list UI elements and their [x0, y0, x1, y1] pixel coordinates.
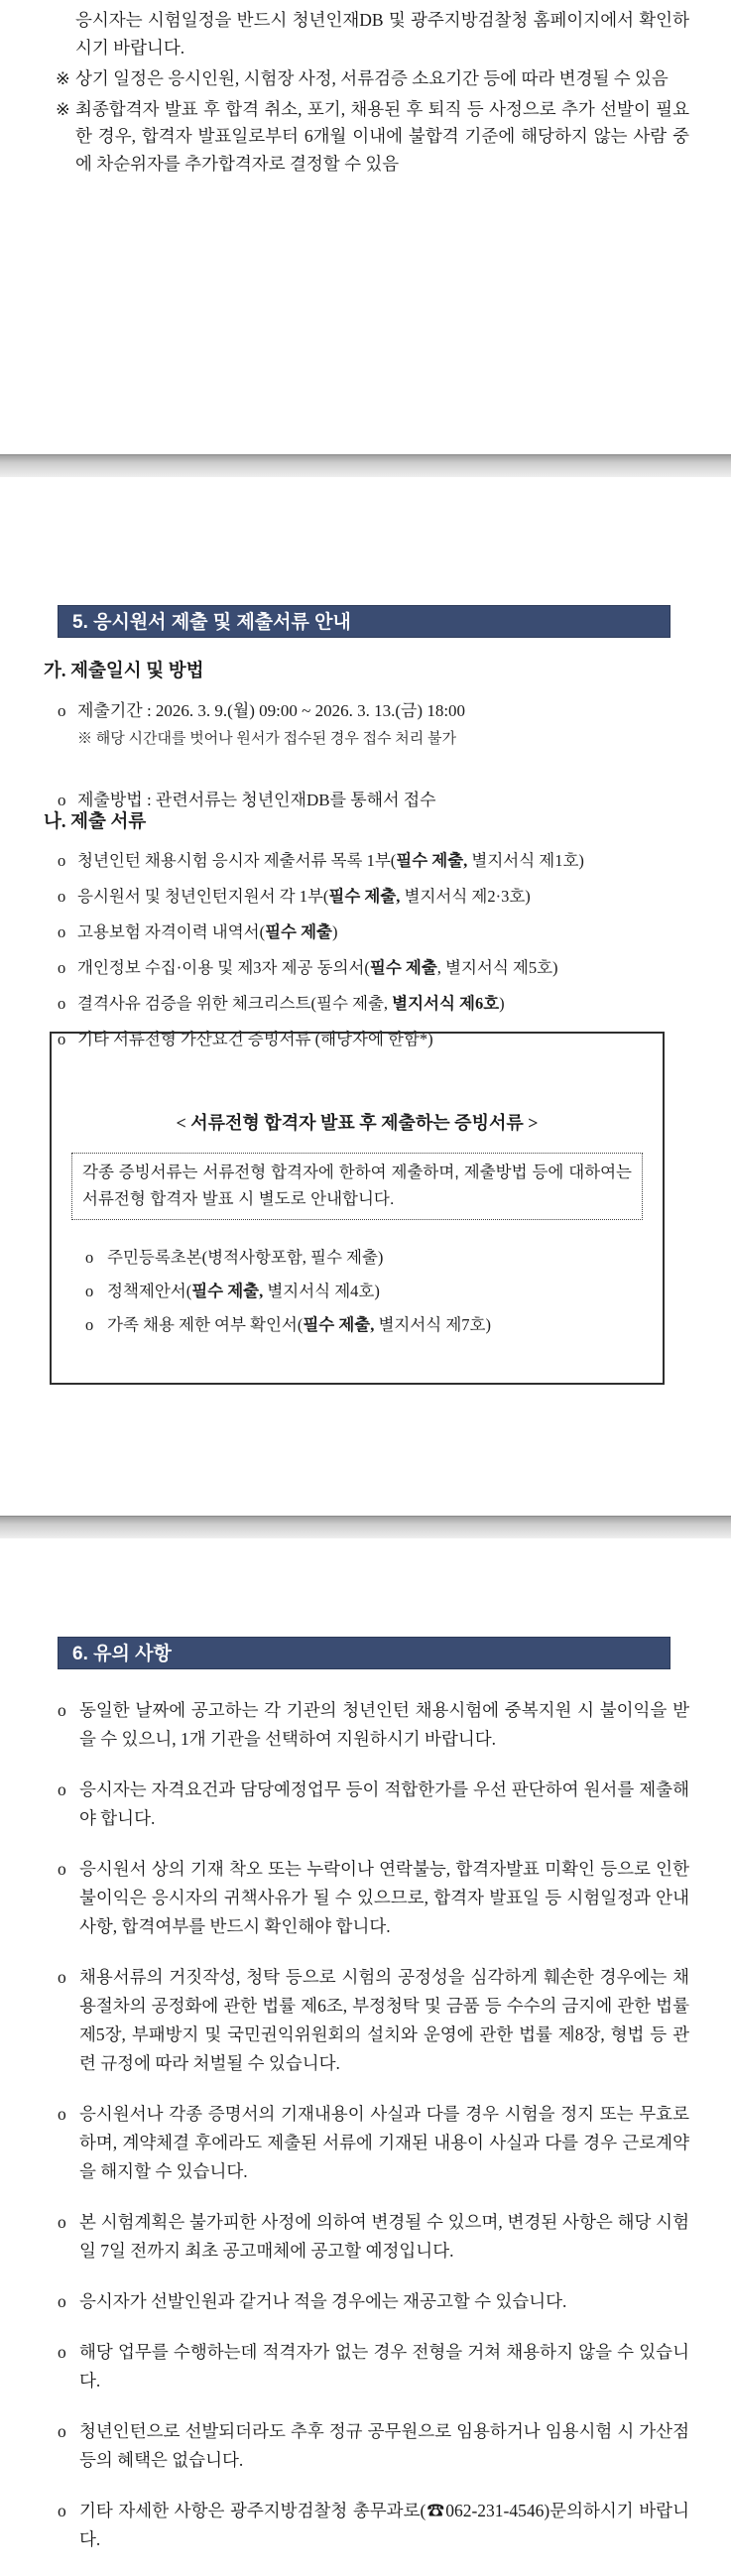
- notice-item-text: 응시자는 자격요건과 담당예정업무 등이 적합한가를 우선 판단하여 원서를 제출해야 합니다.: [79, 1779, 689, 1828]
- notice-item-text: 응시자가 선발인원과 같거나 적을 경우에는 재공고할 수 있습니다.: [79, 2291, 567, 2311]
- submission-period-text: 제출기간 : 2026. 3. 9.(월) 09:00 ~ 2026. 3. 13.(금) 18:00: [77, 701, 466, 720]
- document-item-text: 개인정보 수집·이용 및 제3자 제공 동의서(필수 제출, 별지서식 제5호): [77, 958, 558, 977]
- bullet-marker: o: [58, 2212, 66, 2232]
- box-title: < 서류전형 합격자 발표 후 제출하는 증빙서류 >: [176, 1113, 539, 1133]
- bullet-marker: o: [58, 701, 66, 720]
- bullet-marker: o: [85, 1315, 94, 1334]
- bullet-marker: o: [58, 1859, 66, 1879]
- document-item-text: 주민등록초본(병적사항포함, 필수 제출): [107, 1248, 384, 1267]
- schedule-note-text: 상기 일정은 응시인원, 시험장 사정, 서류검증 소요기간 등에 따라 변경될 수 있음: [75, 68, 669, 88]
- bullet-marker: o: [58, 994, 66, 1013]
- notice-item: [44, 2100, 689, 2186]
- notice-item: [44, 1855, 689, 1941]
- bullet-marker: o: [58, 958, 66, 977]
- notice-item-text: 응시원서나 각종 증명서의 기재내용이 사실과 다를 경우 시험을 정지 또는 무효로 하며, 계약체결 후에라도 제출된 서류에 기재된 내용이 사실과 다를 경우 근로계약을 해지할 수 있습니다.: [79, 2104, 689, 2181]
- notice-item: [44, 2338, 689, 2395]
- document-item-text: 청년인턴 채용시험 응시자 제출서류 목록 1부(필수 제출, 별지서식 제1호): [77, 851, 584, 870]
- sub-heading-a: 가. 제출일시 및 방법: [44, 662, 204, 681]
- document-item-text: 고용보험 자격이력 내역서(필수 제출): [77, 922, 338, 941]
- bullet-marker: o: [58, 851, 66, 870]
- document-item: [85, 1311, 663, 1338]
- document-item: [44, 883, 689, 910]
- document-item: [44, 954, 689, 981]
- section5-header-bar: [58, 605, 670, 638]
- bullet-marker: o: [58, 1700, 66, 1720]
- bullet-marker: o: [58, 2342, 66, 2362]
- document-item: [85, 1278, 663, 1304]
- bullet-marker: o: [58, 1967, 66, 1987]
- submission-period-subnote: ※ 해당 시간대를 벗어나 원서가 접수된 경우 접수 처리 불가: [77, 731, 457, 747]
- bullet-marker: o: [58, 791, 66, 809]
- sub-heading-b: 나. 제출 서류: [44, 812, 147, 832]
- post-pass-documents-list: [52, 1244, 663, 1338]
- document-item-text: 정책제안서(필수 제출, 별지서식 제4호): [107, 1282, 380, 1300]
- document-item-text: 응시원서 및 청년인턴지원서 각 1부(필수 제출, 별지서식 제2·3호): [77, 887, 531, 906]
- reference-mark: ※: [56, 68, 70, 88]
- reference-mark: ※: [56, 98, 70, 119]
- bullet-marker: o: [58, 887, 66, 906]
- notice-item-text: 해당 업무를 수행하는데 적격자가 없는 경우 전형을 거쳐 채용하지 않을 수 있습니다.: [79, 2342, 689, 2391]
- post-pass-documents-box: [50, 1032, 665, 1385]
- document-item: [44, 919, 689, 945]
- notice-item-text: 채용서류의 거짓작성, 청탁 등으로 시험의 공정성을 심각하게 훼손한 경우에는 채용절차의 공정화에 관한 법률 제6조, 부정청탁 및 금품 등 수수의 금지에 관한 법률 제5장, 부패방지 및 국민권익위원회의 설치와 운영에 관한 법률 제8장, 형법 등 관련 규정에 따라 처벌될 수 있습니다.: [79, 1967, 689, 2073]
- bullet-marker: o: [58, 922, 66, 941]
- notice-item-text: 청년인턴으로 선발되더라도 추후 정규 공무원으로 임용하거나 임용시험 시 가산점 등의 혜택은 없습니다.: [79, 2421, 689, 2470]
- section6-title: 6. 유의 사항: [72, 1644, 172, 1664]
- document-item: [85, 1244, 663, 1271]
- notice-item: [44, 2497, 689, 2554]
- additional-pass-note: [44, 96, 689, 179]
- notice-item: [44, 1963, 689, 2078]
- notice-item-text: 응시원서 상의 기재 착오 또는 누락이나 연락불능, 합격자발표 미확인 등으로 인한 불이익은 응시자의 귀책사유가 될 수 있으므로, 합격자 발표일 등 시험일정과 안내사항, 합격여부를 반드시 확인해야 합니다.: [79, 1859, 689, 1936]
- notice-item-text: 기타 자세한 사항은 광주지방검찰청 총무과로(☎062-231-4546)문의하시기 바랍니다.: [79, 2501, 689, 2549]
- bullet-marker: o: [58, 1779, 66, 1799]
- notice-item: [44, 2417, 689, 2475]
- page-separator: [0, 1516, 731, 1538]
- notice-item-text: 동일한 날짜에 공고하는 각 기관의 청년인턴 채용시험에 중복지원 시 불이익을 받을 수 있으니, 1개 기관을 선택하여 지원하시기 바랍니다.: [79, 1700, 689, 1749]
- notice-item: [44, 1776, 689, 1833]
- bullet-marker: o: [85, 1282, 94, 1300]
- notice-item: [44, 2208, 689, 2266]
- section5-title: 5. 응시원서 제출 및 제출서류 안내: [72, 612, 351, 633]
- document-item-text: 결격사유 검증을 위한 체크리스트(필수 제출, 별지서식 제6호): [77, 994, 505, 1013]
- notice-list: [44, 1696, 689, 2576]
- bullet-marker: o: [58, 2421, 66, 2441]
- page-separator: [0, 454, 731, 477]
- document-item-text: 가족 채용 제한 여부 확인서(필수 제출, 별지서식 제7호): [107, 1315, 491, 1334]
- bullet-marker: o: [85, 1248, 94, 1267]
- section6-header-bar: [58, 1637, 670, 1669]
- submission-method-text: 제출방법 : 관련서류는 청년인재DB를 통해서 접수: [77, 791, 436, 809]
- box-notice: 각종 증빙서류는 서류전형 합격자에 한하여 제출하며, 제출방법 등에 대하여는 서류전형 합격자 발표 시 별도로 안내합니다.: [71, 1153, 643, 1220]
- bullet-marker: o: [58, 2104, 66, 2124]
- bullet-marker: o: [58, 1030, 66, 1048]
- required-documents-list: [44, 847, 689, 1061]
- schedule-note: [44, 65, 689, 93]
- submission-period-item: [44, 697, 731, 724]
- document-item: [44, 990, 689, 1017]
- page-top-block: [44, 6, 689, 178]
- submission-method-item: [44, 787, 731, 813]
- bullet-marker: o: [58, 2291, 66, 2311]
- notice-item: [44, 1696, 689, 1754]
- notice-item-text: 본 시험계획은 불가피한 사정에 의하여 변경될 수 있으며, 변경된 사항은 해당 시험일 7일 전까지 최초 공고매체에 공고할 예정입니다.: [79, 2212, 689, 2261]
- document-item: [44, 847, 689, 874]
- bullet-marker: o: [58, 2501, 66, 2520]
- notice-item: [44, 2287, 689, 2316]
- additional-pass-note-text: 최종합격자 발표 후 합격 취소, 포기, 채용된 후 퇴직 등 사정으로 추가 선발이 필요한 경우, 합격자 발표일로부터 6개월 이내에 불합격 기준에 해당하지 않는 사람 중에 차순위자를 추가합격자로 결정할 수 있음: [75, 98, 689, 174]
- continuation-paragraph: 응시자는 시험일정을 반드시 청년인재DB 및 광주지방검찰청 홈페이지에서 확인하시기 바랍니다.: [75, 10, 689, 58]
- document-item-text: 기타 서류전형 가산요건 증빙서류 (해당자에 한함*): [77, 1030, 433, 1048]
